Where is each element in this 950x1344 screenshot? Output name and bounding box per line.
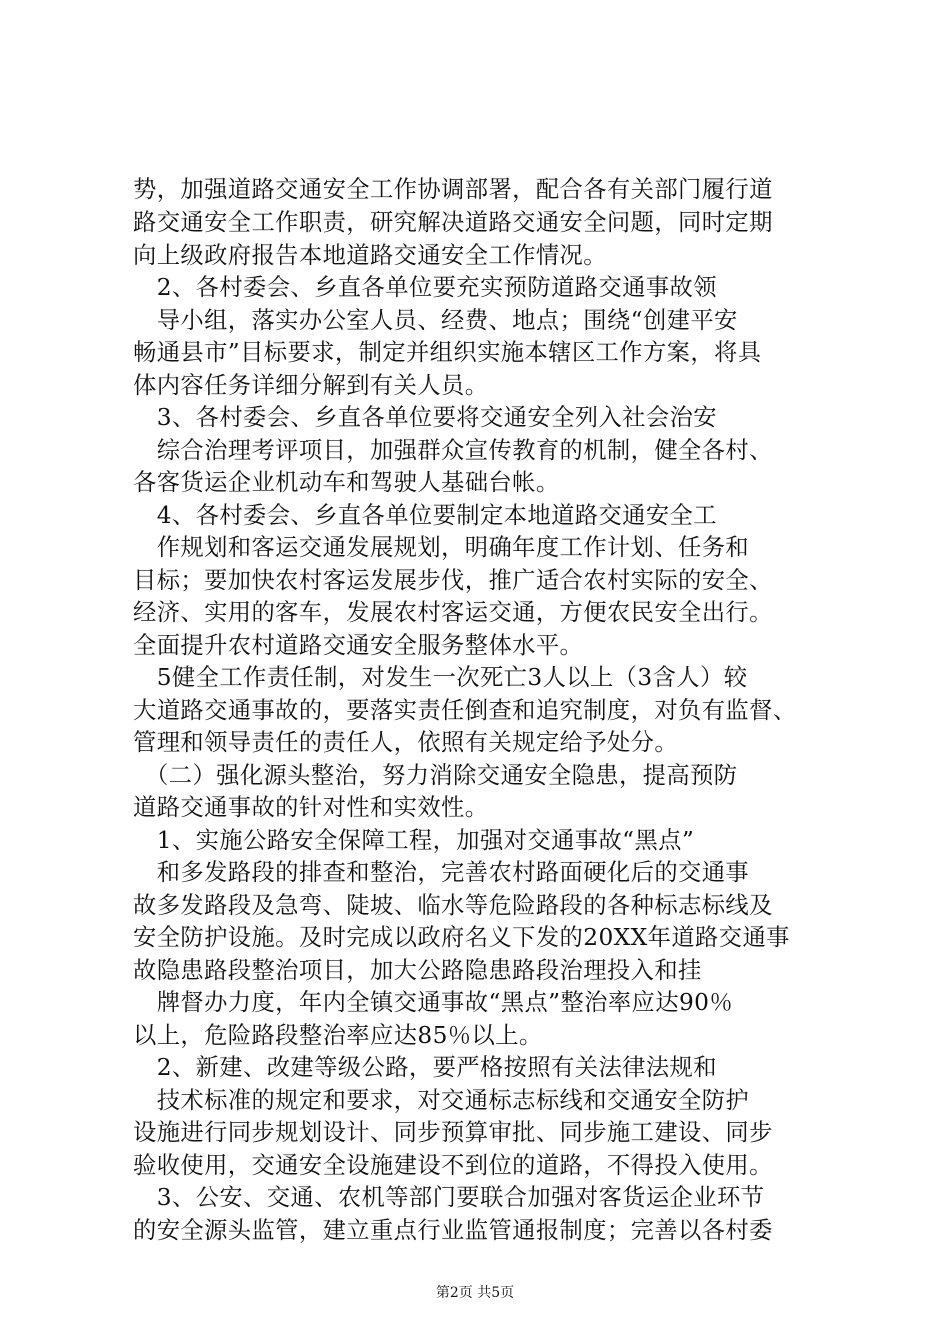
text-line: 2、新建、改建等级公路，要严格按照有关法律法规和	[133, 1054, 717, 1081]
text-line: 故多发路段及急弯、陡坡、临水等危险路段的各种标志标线及	[133, 892, 773, 919]
text-line: 经济、实用的客车，发展农村客运交通，方便农民安全出行。	[133, 599, 773, 626]
text-line: 故隐患路段整治项目，加大公路隐患路段治理投入和挂	[133, 957, 702, 984]
text-line: 安全防护设施。及时完成以政府名义下发的20XX年道路交通事	[133, 924, 790, 951]
text-line: 势，加强道路交通安全工作协调部署，配合各有关部门履行道	[133, 176, 773, 203]
text-line: 大道路交通事故的，要落实责任倒查和追究制度，对负有监督、	[133, 697, 797, 724]
text-line: 体内容任务详细分解到有关人员。	[133, 372, 489, 399]
text-line: 道路交通事故的针对性和实效性。	[133, 794, 489, 821]
text-line: 导小组，落实办公室人员、经费、地点；围绕“创建平安	[133, 307, 738, 334]
text-line: 综合治理考评项目，加强群众宣传教育的机制，健全各村、	[133, 437, 773, 464]
text-line: 4、各村委会、乡直各单位要制定本地道路交通安全工	[133, 502, 717, 529]
text-line: 2、各村委会、乡直各单位要充实预防道路交通事故领	[133, 274, 717, 301]
text-line: 3、各村委会、乡直各单位要将交通安全列入社会治安	[133, 404, 717, 431]
page-number-footer: 第2页 共5页	[435, 1285, 515, 1301]
text-line: 的安全源头监管，建立重点行业监管通报制度；完善以各村委	[133, 1217, 773, 1244]
text-line: 管理和领导责任的责任人，依照有关规定给予处分。	[133, 729, 679, 756]
text-line: 技术标准的规定和要求，对交通标志标线和交通安全防护	[133, 1087, 750, 1114]
text-line: 3、公安、交通、农机等部门要联合加强对客货运企业环节	[133, 1184, 765, 1211]
text-line: 验收使用，交通安全设施建设不到位的道路，不得投入使用。	[133, 1152, 773, 1179]
text-line: 牌督办力度，年内全镇交通事故“黑点”整治率应达90％	[133, 989, 734, 1016]
text-line: 设施进行同步规划设计、同步预算审批、同步施工建设、同步	[133, 1119, 773, 1146]
text-line: （二）强化源头整治，努力消除交通安全隐患，提高预防	[133, 762, 738, 789]
text-line: 5健全工作责任制，对发生一次死亡3人以上（3含人）较	[133, 664, 748, 691]
text-line: 向上级政府报告本地道路交通安全工作情况。	[133, 242, 607, 269]
text-line: 全面提升农村道路交通安全服务整体水平。	[133, 632, 584, 659]
text-line: 1、实施公路安全保障工程，加强对交通事故“黑点”	[133, 827, 695, 854]
text-line: 目标；要加快农村客运发展步伐，推广适合农村实际的安全、	[133, 567, 773, 594]
text-line: 和多发路段的排查和整治，完善农村路面硬化后的交通事	[133, 859, 750, 886]
text-line: 各客货运企业机动车和驾驶人基础台帐。	[133, 469, 560, 496]
text-line: 以上，危险路段整治率应达85％以上。	[133, 1022, 543, 1049]
text-line: 作规划和客运交通发展规划，明确年度工作计划、任务和	[133, 534, 750, 561]
text-line: 路交通安全工作职责，研究解决道路交通安全问题，同时定期	[133, 209, 773, 236]
text-line: 畅通县市”目标要求，制定并组织实施本辖区工作方案，将具	[133, 339, 762, 366]
